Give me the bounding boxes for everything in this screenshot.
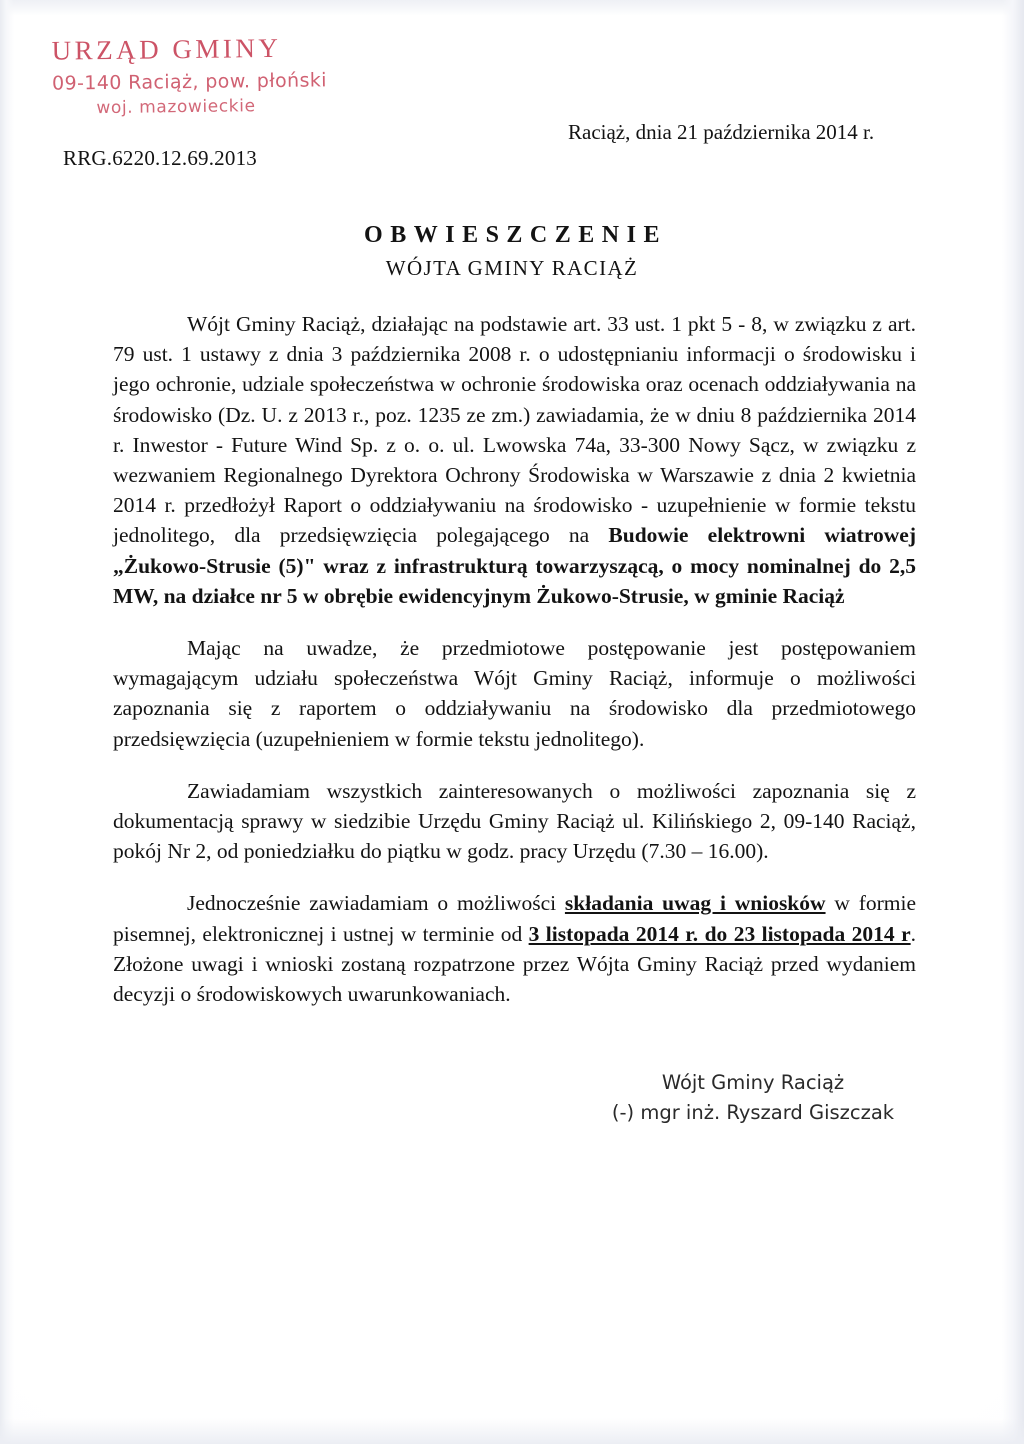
paragraph-public-participation: Mając na uwadze, że przedmiotowe postępowanie jest postępowaniem wymagającym udziału społeczeństwa Wójt Gminy Raciąż, informuje o możliwości zapoznania się z raportem o oddziaływaniu na środowisko dla przedmiotowego przedsięwzięcia (uzupełnieniem w formie tekstu jednolitego). xyxy=(113,636,916,751)
comments-submission-emphasis: składania uwag i wniosków xyxy=(564,891,826,916)
place-and-date: Raciąż, dnia 21 października 2014 r. xyxy=(568,120,875,144)
stamp-office-name: URZĄD GMINY xyxy=(51,32,282,66)
signatory-role: Wójt Gminy Raciąż xyxy=(661,1071,845,1094)
signature-block xyxy=(588,1068,918,1128)
paragraph-1-text: Wójt Gminy Raciąż, działając na podstawie art. 33 ust. 1 pkt 5 - 8, w związku z art. 79 ust. 1 ustawy z dnia 3 października 2008 r. o udostępnianiu informacji o środowisku i jego ochronie, udziale społeczeństwa w ochronie środowiska oraz ocenach oddziaływania na środowisko (Dz. U. z 2013 r., poz. 1235 ze zm.) zawiadamia, że w dniu 8 października 2014 r. Inwestor - Future Wind Sp. z o. o. ul. Lwowska 74a, 33-300 Nowy Sącz, w związku z wezwaniem Regionalnego Dyrektora Ochrony Środowiska w Warszawie z dnia 2 kwietnia 2014 r. przedłożył Raport o oddziaływaniu na środowisko - uzupełnienie w formie tekstu jednolitego, dla przedsięwzięcia polegającego na xyxy=(113,312,916,548)
scan-edge-top xyxy=(0,0,1024,16)
stamp-voivodeship: woj. mazowieckie xyxy=(96,96,256,119)
paragraph-legal-basis xyxy=(113,309,916,611)
stamp-address: 09-140 Raciąż, pow. płoński xyxy=(51,69,328,95)
scan-edge-bottom xyxy=(0,1418,1024,1444)
paragraph-4-text-part-2: w formie pisemnej, elektronicznej i ustnej w terminie od xyxy=(113,891,916,946)
scan-edge-left xyxy=(0,0,14,1444)
project-description-bold: Budowie elektrowni wiatrowej „Żukowo-Strusie (5)" wraz z infrastrukturą towarzyszącą, o mocy nominalnej do 2,5 MW, na działce nr 5 w obrębie ewidencyjnym Żukowo-Strusie, w gminie Raciąż xyxy=(113,523,916,608)
paragraph-comments-deadline xyxy=(113,888,916,1009)
scan-edge-right xyxy=(1002,0,1024,1444)
reference-number: RRG.6220.12.69.2013 xyxy=(63,146,257,170)
paragraph-4-text-part-3: . Złożone uwagi i wnioski zostaną rozpatrzone przez Wójta Gminy Raciąż przed wydaniem decyzji o środowiskowych uwarunkowaniach. xyxy=(113,921,916,1007)
paragraph-file-access: Zawiadamiam wszystkich zainteresowanych o możliwości zapoznania się z dokumentacją sprawy w siedzibie Urzędu Gminy Raciąż ul. Kilińskiego 2, 09-140 Raciąż, pokój Nr 2, od poniedziałku do piątku w godz. pracy Urzędu (7.30 – 16.00). xyxy=(113,778,916,864)
signatory-name: (-) mgr inż. Ryszard Giszczak xyxy=(611,1101,895,1124)
paragraph-4-text-part-1: Jednocześnie zawiadamiam o możliwości xyxy=(187,891,565,916)
document-body xyxy=(113,309,916,1009)
page-title: OBWIESZCZENIE xyxy=(364,222,667,248)
deadline-emphasis: 3 listopada 2014 r. do 23 listopada 2014 r xyxy=(528,921,911,946)
document-title-block xyxy=(0,222,1024,281)
page-subtitle: WÓJTA GMINY RACIĄŻ xyxy=(385,256,639,280)
office-stamp xyxy=(51,32,327,119)
